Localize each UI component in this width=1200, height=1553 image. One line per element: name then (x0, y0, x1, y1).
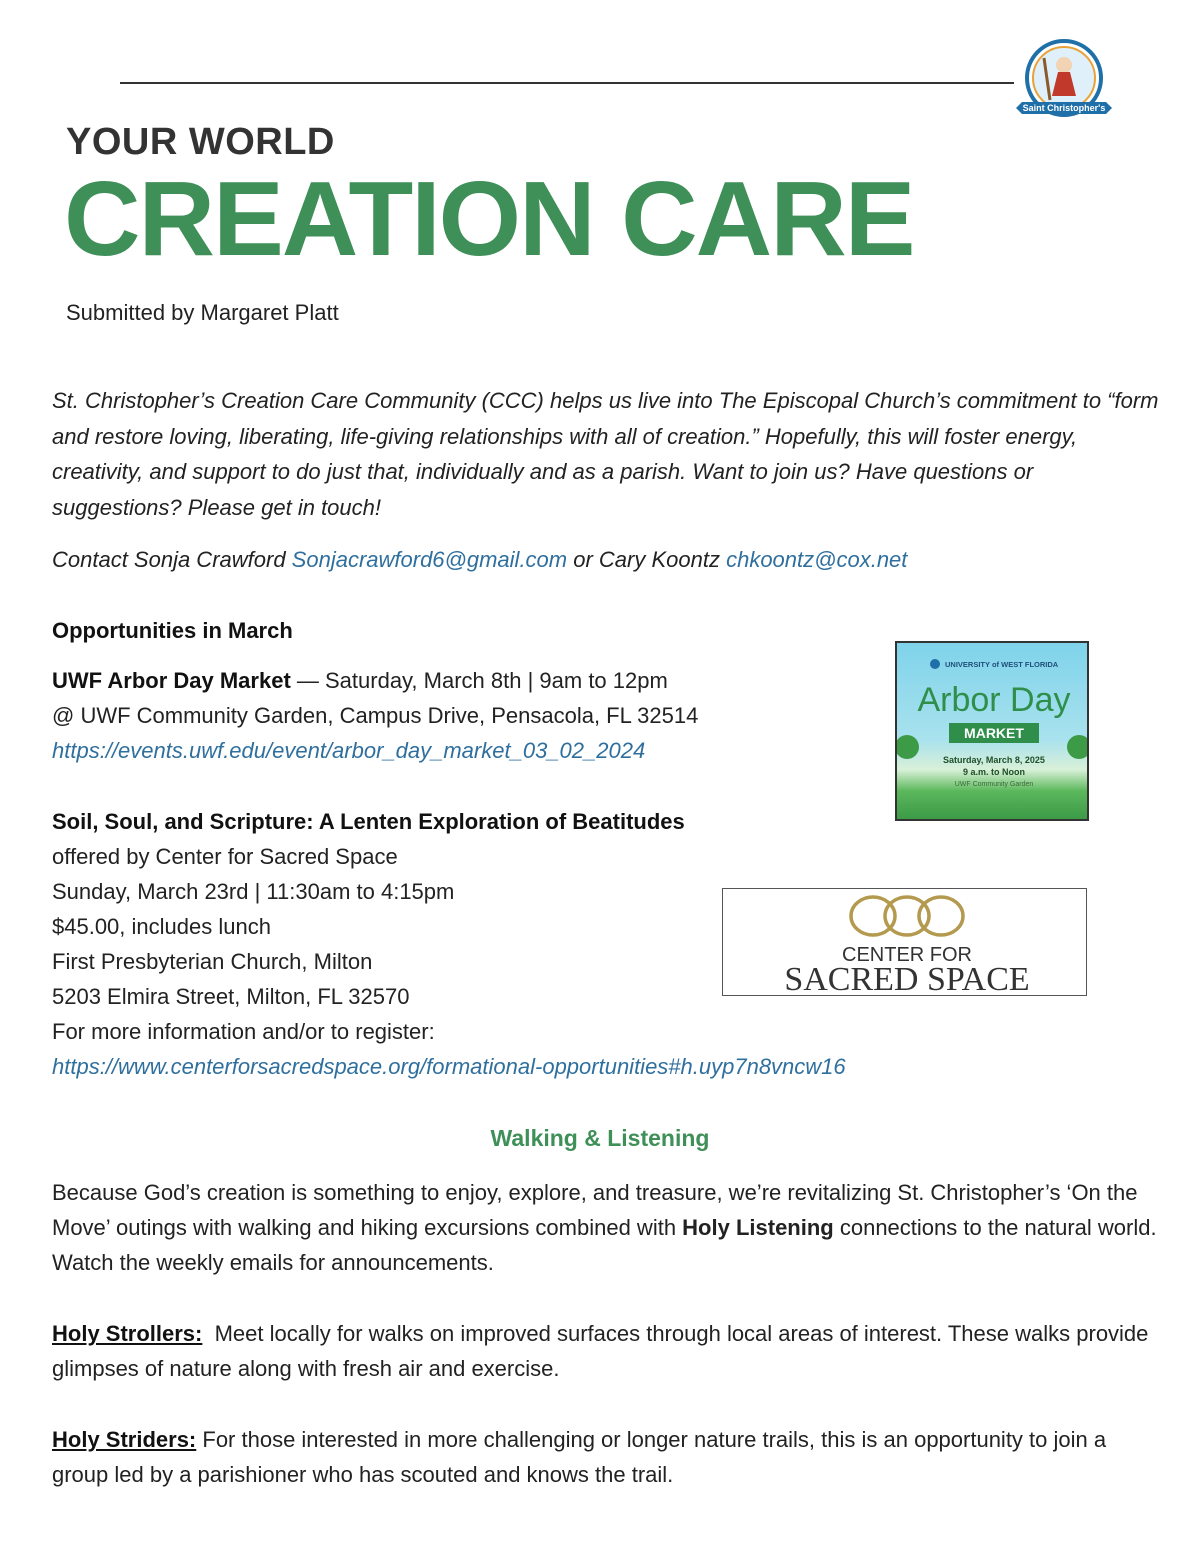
contact-line (52, 547, 907, 573)
opportunities-heading: Opportunities in March (52, 618, 293, 643)
event-arbor-day-title: UWF Arbor Day Market (52, 668, 291, 693)
arbor-badge: MARKET (964, 725, 1024, 741)
arbor-univ: UNIVERSITY of WEST FLORIDA (945, 660, 1059, 669)
tree-right-icon (1067, 735, 1087, 759)
holy-strollers-paragraph (52, 1316, 1162, 1386)
email-link-cary[interactable]: chkoontz@cox.net (726, 547, 908, 572)
kicker: YOUR WORLD (66, 121, 335, 163)
event-lenten-title: Soil, Soul, and Scripture: A Lenten Exploration of Beatitudes (52, 809, 685, 834)
event-arbor-day-when: — Saturday, March 8th | 9am to 12pm (290, 668, 668, 693)
event-lenten-offered: offered by Center for Sacred Space (52, 844, 398, 869)
sacred-space-logo[interactable] (722, 888, 1087, 996)
event-arbor-day-line1 (52, 663, 852, 698)
holy-striders-text: For those interested in more challenging or longer nature trails, this is an opportunity to join a group led by a parishioner who has scouted and knows the trail. (52, 1427, 1107, 1487)
page-title: CREATION CARE (64, 160, 914, 278)
holy-striders-paragraph (52, 1422, 1162, 1492)
arbor-title: Arbor Day (917, 681, 1071, 719)
tree-left-icon (897, 735, 919, 759)
event-lenten-link[interactable]: https://www.centerforsacredspace.org/formational-opportunities#h.uyp7n8vncw16 (52, 1054, 846, 1079)
event-lenten-when: Sunday, March 23rd | 11:30am to 4:15pm (52, 879, 455, 904)
header-rule (120, 82, 1014, 84)
arbor-place: UWF Community Garden (954, 781, 1034, 788)
walking-heading: Walking & Listening (490, 1125, 710, 1151)
contact-middle: or Cary Koontz (567, 547, 727, 572)
event-lenten-venue: First Presbyterian Church, Milton (52, 949, 373, 974)
event-arbor-day (52, 663, 852, 768)
event-arbor-day-location: @ UWF Community Garden, Campus Drive, Pensacola, FL 32514 (52, 703, 699, 728)
email-link-sonja[interactable]: Sonjacrawford6@gmail.com (291, 547, 568, 572)
arbor-day-image[interactable] (895, 641, 1089, 821)
parish-logo (1014, 38, 1122, 124)
arbor-date: Saturday, March 8, 2025 (943, 755, 1045, 765)
holy-striders-label: Holy Striders: (52, 1427, 197, 1452)
walking-paragraph (52, 1175, 1162, 1280)
rings-icon (851, 897, 963, 935)
uwf-icon (930, 659, 940, 669)
walking-text-b: connections to the natural world. Watch the weekly emails for announcements. (52, 1215, 1157, 1275)
byline: Submitted by Margaret Platt (66, 300, 339, 325)
intro-paragraph: St. Christopher’s Creation Care Community (CCC) helps us live into The Episcopal Church’s commitment to “form and restore loving, liberating, life-giving relationships with all of creation.” Hopefully, this will foster energy, creativity, and support to do just that, individually and as a parish. Want to join us? Have questions or suggestions? Please get in touch! (52, 388, 1159, 520)
holy-strollers-label: Holy Strollers: (52, 1321, 203, 1346)
event-lenten-more: For more information and/or to register: (52, 1019, 435, 1044)
event-lenten-price: $45.00, includes lunch (52, 914, 271, 939)
event-arbor-day-link[interactable]: https://events.uwf.edu/event/arbor_day_market_03_02_2024 (52, 738, 646, 763)
walking-text-a: Because God’s creation is something to enjoy, explore, and treasure, we’re revitalizing St. Christopher’s ‘On the Move’ outings with walking and hiking excursions combined with (52, 1180, 1138, 1240)
logo-text: Saint Christopher's (1022, 103, 1106, 113)
sacred-line2: SACRED SPACE (784, 961, 1030, 995)
contact-prefix: Contact Sonja Crawford (52, 547, 292, 572)
arbor-time: 9 a.m. to Noon (962, 767, 1026, 777)
holy-strollers-text: Meet locally for walks on improved surfaces through local areas of interest. These walks provide glimpses of nature along with fresh air and exercise. (52, 1321, 1155, 1381)
event-lenten-address: 5203 Elmira Street, Milton, FL 32570 (52, 984, 410, 1009)
sacred-line1: CENTER FOR (842, 944, 972, 966)
holy-listening: Holy Listening (682, 1215, 834, 1240)
